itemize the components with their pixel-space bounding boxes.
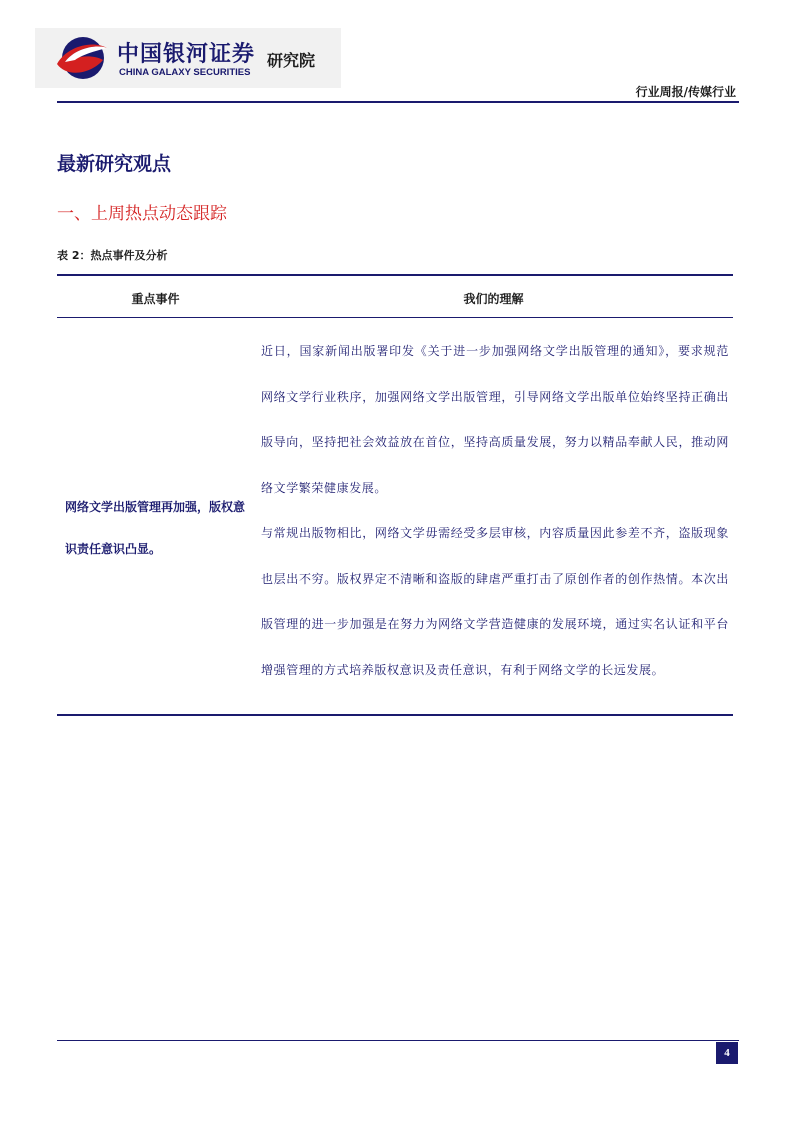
analysis-paragraph: 与常规出版物相比，网络文学毋需经受多层审核，内容质量因此参差不齐，盗版现象也层出不穷。版权界定不清晰和盗版的肆虐严重打击了原创作者的创作热情。本次出版管理的进一步加强是在努力为网络文学营造健康的发展环境，通过实名认证和平台增强管理的方式培养版权意识及责任意识，有利于网络文学的长远发展。: [261, 526, 729, 677]
table-caption: 表 2：热点事件及分析: [57, 249, 168, 262]
logo-english-name: CHINA GALAXY SECURITIES: [119, 67, 251, 78]
table-header-event: 重点事件: [131, 292, 180, 306]
table-cell-analysis: [261, 329, 729, 693]
table-top-rule: [57, 274, 733, 276]
section-title: 最新研究观点: [57, 153, 172, 175]
logo-chinese-name: 中国银河证券: [117, 42, 256, 67]
report-category: 行业周报/传媒行业: [635, 85, 736, 99]
table-header-analysis: 我们的理解: [463, 292, 524, 306]
header-divider: [57, 101, 739, 103]
analysis-paragraph: 近日，国家新闻出版署印发《关于进一步加强网络文学出版管理的通知》，要求规范网络文学行业秩序，加强网络文学出版管理，引导网络文学出版单位始终坚持正确出版导向，坚持把社会效益放在首位，坚持高质量发展，努力以精品奉献人民，推动网络文学繁荣健康发展。: [261, 344, 729, 495]
table-header-rule: [57, 317, 733, 318]
galaxy-logo-icon: [53, 34, 109, 84]
logo: [35, 28, 341, 88]
table-bottom-rule: [57, 714, 733, 716]
section-subtitle: 一、上周热点动态跟踪: [57, 204, 227, 224]
page-number: 4: [716, 1042, 738, 1064]
table-cell-event: 网络文学出版管理再加强，版权意识责任意识凸显。: [65, 500, 246, 556]
institute-label: 研究院: [267, 51, 316, 70]
footer-divider: [57, 1040, 739, 1041]
